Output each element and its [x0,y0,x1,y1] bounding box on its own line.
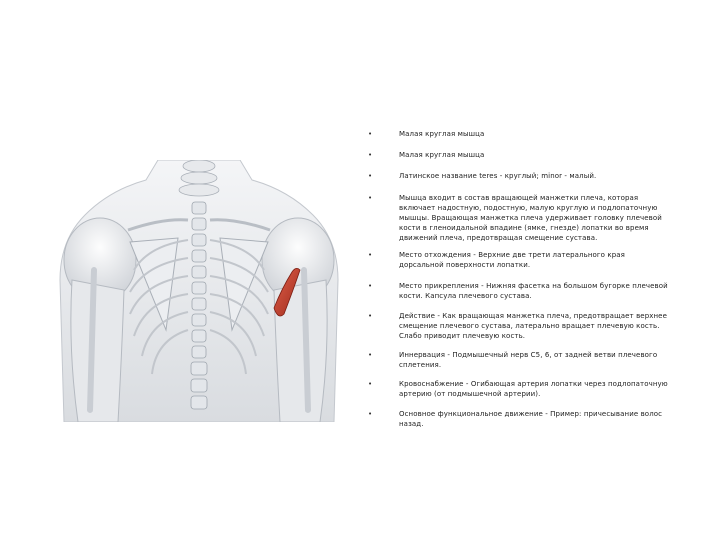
bullet-text: Малая круглая мышца [399,151,485,159]
bullet-dot: • [368,172,373,180]
bullet-dot: • [368,194,373,202]
bullet-dot: • [368,410,373,418]
shoulder-back-anatomy-image [38,160,360,422]
bullet-text: Основное функциональное движение - Пример: причесывание волос назад. [399,410,663,428]
bullet-dot: • [368,151,373,159]
bullet-text: Иннервация - Подмышечный нерв C5, 6, от задней ветви плечевого сплетения. [399,351,658,369]
bullet-dot: • [368,380,373,388]
bullet-dot: • [368,351,373,359]
bullet-text: Кровоснабжение - Огибающая артерия лопатки через подлопаточную артерию (от подмышечной артерии). [399,380,668,398]
bullet-text: Мышца входит в состав вращающей манжетки плеча, которая включает надостную, подостную, малую круглую и подлопаточную мышцы. Вращающая манжетка плеча удерживает головку плечевой кости в гленоидальной впадине (ямке, гнезде) лопатки во время движений плеча, предотвращая смещение сустава. [399,194,662,242]
skeleton-figure [38,160,360,422]
bullet-dot: • [368,282,373,290]
bullet-text: Место отхождения - Верхние две трети латерального края дорсальной поверхности лопатки. [399,251,625,269]
bullet-text: Латинское название teres - круглый; minor - малый. [399,172,597,180]
bullet-dot: • [368,130,373,138]
bullet-dot: • [368,251,373,259]
bullet-dot: • [368,312,373,320]
bullet-text: Действие - Как вращающая манжетка плеча, предотвращает верхнее смещение плечевого сустава, латерально вращает плечевую кость. Слабо приводит плечевую кость. [399,312,667,340]
bullet-text: Малая круглая мышца [399,130,485,138]
bullet-text: Место прикрепления - Нижняя фасетка на большом бугорке плечевой кости. Капсула плечевого сустава. [399,282,668,300]
